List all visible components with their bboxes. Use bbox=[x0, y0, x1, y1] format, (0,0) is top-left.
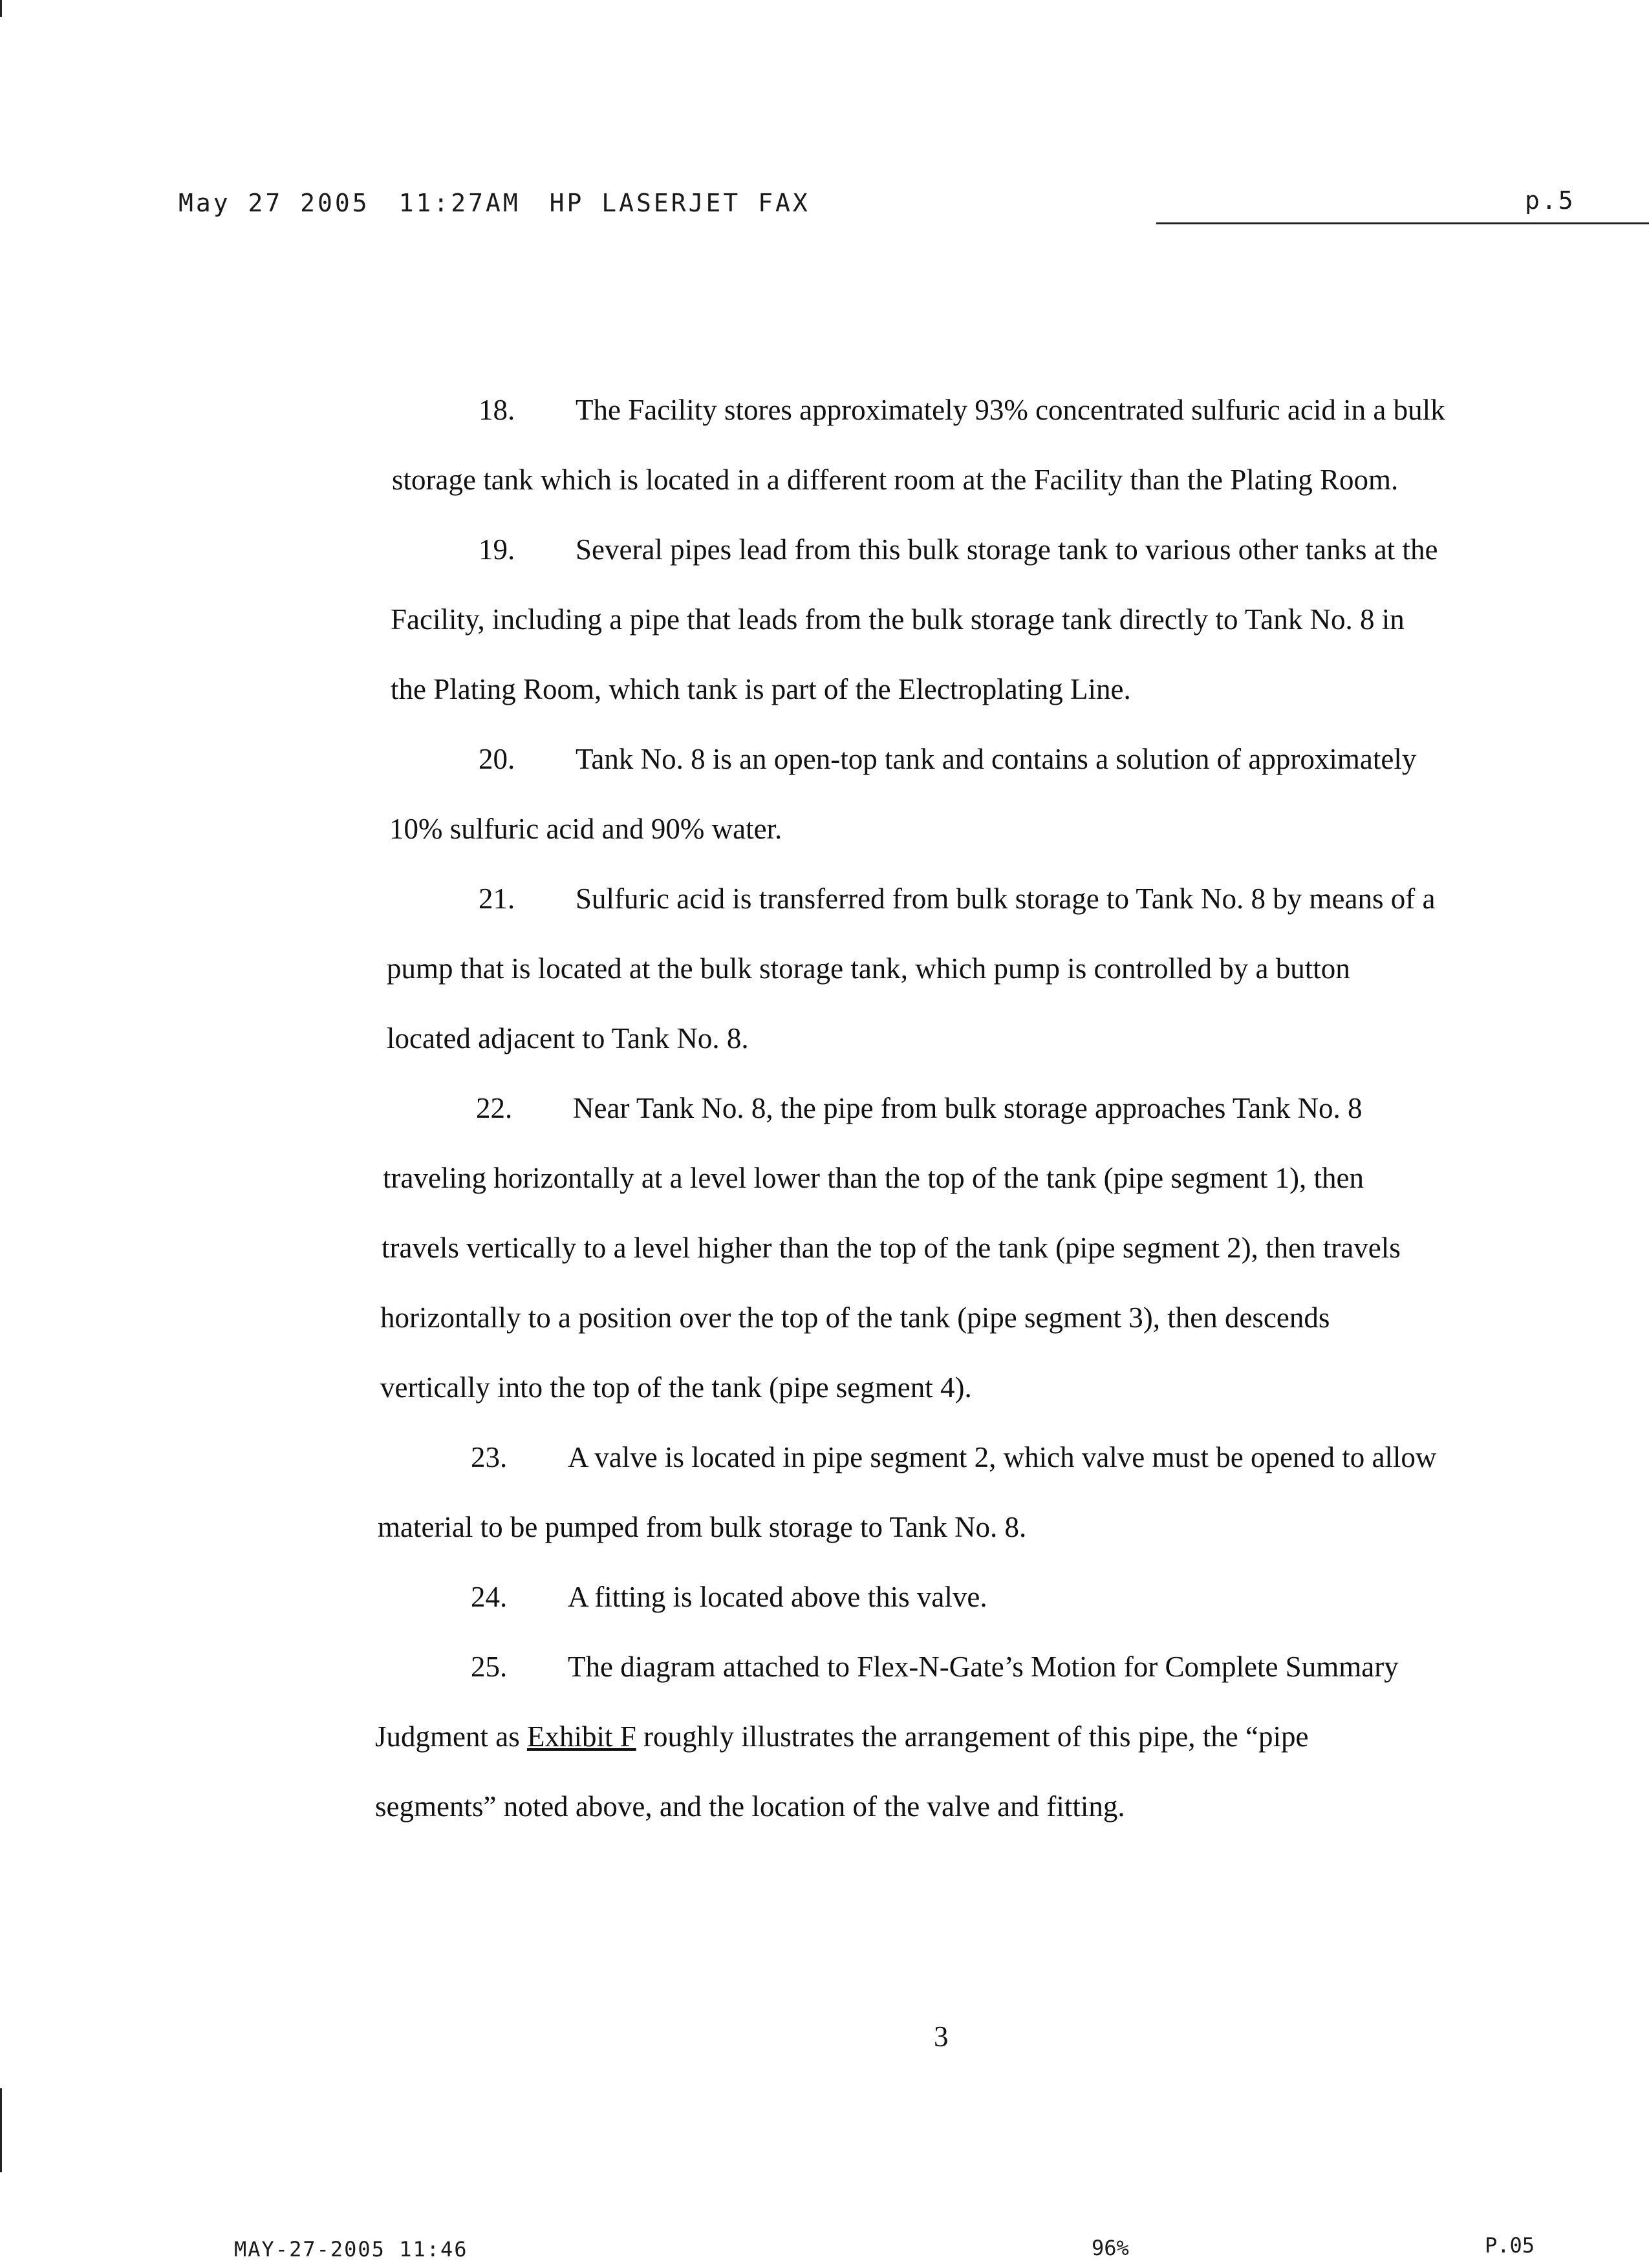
paragraph-21-line: located adjacent to Tank No. 8. bbox=[387, 1022, 749, 1054]
fax-footer-page: P.05 bbox=[1485, 2233, 1535, 2258]
paragraph-number: 22. bbox=[476, 1092, 513, 1124]
paragraph-18-line: storage tank which is located in a different room at the Facility than the Plating Room. bbox=[392, 464, 1399, 496]
paragraph-21-line: pump that is located at the bulk storage tank, which pump is controlled by a button bbox=[387, 952, 1350, 985]
scan-margin-mark bbox=[0, 2088, 2, 2172]
paragraph-24-first-line: 24. A fitting is located above this valve. bbox=[471, 1581, 987, 1613]
paragraph-21-first-line: 21. Sulfuric acid is transferred from bulk storage to Tank No. 8 by means of a bbox=[479, 883, 1436, 915]
fax-date: May 27 2005 bbox=[178, 189, 370, 217]
paragraph-22-line: horizontally to a position over the top of the tank (pipe segment 3), then descends bbox=[380, 1301, 1330, 1334]
paragraph-19-line: the Plating Room, which tank is part of the Electroplating Line. bbox=[391, 673, 1131, 705]
exhibit-f-reference: Exhibit F bbox=[526, 1720, 636, 1753]
page-number: 3 bbox=[934, 2020, 949, 2053]
paragraph-22-line: vertically into the top of the tank (pipe segment 4). bbox=[380, 1371, 972, 1404]
paragraph-19-line: Facility, including a pipe that leads from the bulk storage tank directly to Tank No. 8 in bbox=[391, 603, 1405, 636]
paragraph-20-first-line: 20. Tank No. 8 is an open-top tank and contains a solution of approximately bbox=[479, 743, 1417, 775]
fax-time: 11:27AM bbox=[398, 189, 521, 217]
header-rule bbox=[1156, 222, 1649, 224]
fax-header bbox=[178, 189, 822, 217]
paragraph-23-line: material to be pumped from bulk storage to Tank No. 8. bbox=[378, 1511, 1027, 1543]
fax-device: HP LASERJET FAX bbox=[549, 189, 810, 217]
paragraph-19-first-line: 19. Several pipes lead from this bulk storage tank to various other tanks at the bbox=[479, 533, 1438, 566]
paragraph-number: 23. bbox=[471, 1441, 508, 1473]
paragraph-25-line: Judgment as Exhibit F roughly illustrates the arrangement of this pipe, the “pipe bbox=[375, 1720, 1309, 1753]
paragraph-22-first-line: 22. Near Tank No. 8, the pipe from bulk storage approaches Tank No. 8 bbox=[476, 1092, 1363, 1124]
paragraph-25-first-line: 25. The diagram attached to Flex-N-Gate’s Motion for Complete Summary bbox=[471, 1651, 1399, 1683]
paragraph-18-first-line: 18. The Facility stores approximately 93% concentrated sulfuric acid in a bulk bbox=[479, 394, 1445, 426]
paragraph-25-line: segments” noted above, and the location of the valve and fitting. bbox=[375, 1790, 1125, 1823]
fax-page-label: p.5 bbox=[1525, 186, 1575, 215]
paragraph-number: 18. bbox=[479, 394, 515, 426]
paragraph-20-line: 10% sulfuric acid and 90% water. bbox=[389, 813, 782, 845]
fax-footer-quality: 96% bbox=[1092, 2236, 1129, 2260]
scan-edge-mark bbox=[0, 0, 2, 17]
paragraph-number: 25. bbox=[471, 1651, 508, 1683]
fax-footer-timestamp: MAY-27-2005 11:46 bbox=[234, 2237, 468, 2262]
paragraph-number: 19. bbox=[479, 533, 515, 566]
paragraph-22-line: traveling horizontally at a level lower than the top of the tank (pipe segment 1), then bbox=[383, 1162, 1364, 1194]
paragraph-23-first-line: 23. A valve is located in pipe segment 2, which valve must be opened to allow bbox=[471, 1441, 1437, 1473]
paragraph-number: 21. bbox=[479, 883, 515, 915]
paragraph-number: 20. bbox=[479, 743, 515, 775]
paragraph-22-line: travels vertically to a level higher than the top of the tank (pipe segment 2), then travels bbox=[382, 1232, 1401, 1264]
paragraph-number: 24. bbox=[471, 1581, 508, 1613]
